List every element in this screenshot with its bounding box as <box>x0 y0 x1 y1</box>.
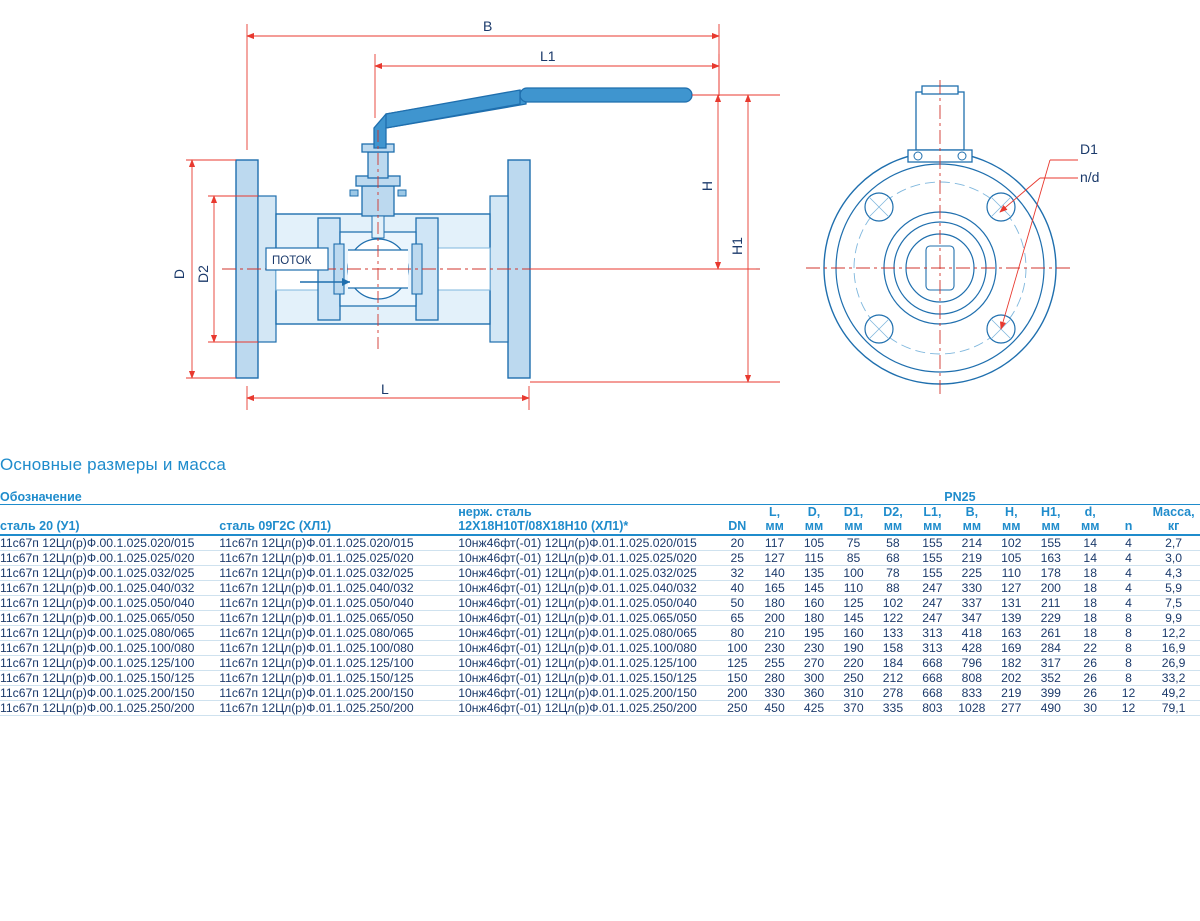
cell-designation-3: 10нж46фт(-01) 12Цл(р)Ф.01.1.025.080/065 <box>458 625 720 640</box>
cell-D2: 278 <box>873 685 912 700</box>
table-row <box>0 640 1200 655</box>
cell-D2: 88 <box>873 580 912 595</box>
cell-L: 450 <box>755 700 794 715</box>
header-D1: D1, мм <box>834 505 873 535</box>
cell-B: 347 <box>952 610 991 625</box>
cell-designation-2: 11с67п 12Цл(р)Ф.01.1.025.050/040 <box>219 595 458 610</box>
cell-H1: 155 <box>1031 535 1070 551</box>
cell-D2: 78 <box>873 565 912 580</box>
cell-dn: 32 <box>720 565 755 580</box>
cell-dn: 20 <box>720 535 755 551</box>
cell-L: 280 <box>755 670 794 685</box>
table-row <box>0 580 1200 595</box>
cell-D2: 184 <box>873 655 912 670</box>
header-mass: Масса, кг <box>1147 505 1200 535</box>
table-row <box>0 685 1200 700</box>
cell-n: 8 <box>1110 625 1147 640</box>
cell-d: 18 <box>1070 610 1109 625</box>
table-row <box>0 625 1200 640</box>
header-H1: H1, мм <box>1031 505 1070 535</box>
label-flow: ПОТОК <box>272 255 312 267</box>
header-L1: L1, мм <box>913 505 952 535</box>
cell-n: 4 <box>1110 565 1147 580</box>
header-dn: DN <box>720 505 755 535</box>
cell-designation-3: 10нж46фт(-01) 12Цл(р)Ф.01.1.025.200/150 <box>458 685 720 700</box>
table-body <box>0 535 1200 716</box>
cell-designation-1: 11с67п 12Цл(р)Ф.00.1.025.025/020 <box>0 550 219 565</box>
cell-n: 8 <box>1110 610 1147 625</box>
cell-designation-1: 11с67п 12Цл(р)Ф.00.1.025.125/100 <box>0 655 219 670</box>
cell-designation-3: 10нж46фт(-01) 12Цл(р)Ф.01.1.025.025/020 <box>458 550 720 565</box>
table-row <box>0 670 1200 685</box>
cell-D1: 100 <box>834 565 873 580</box>
cell-designation-3: 10нж46фт(-01) 12Цл(р)Ф.01.1.025.050/040 <box>458 595 720 610</box>
cell-n: 12 <box>1110 700 1147 715</box>
cell-B: 833 <box>952 685 991 700</box>
cell-D1: 75 <box>834 535 873 551</box>
cell-designation-2: 11с67п 12Цл(р)Ф.01.1.025.025/020 <box>219 550 458 565</box>
cell-designation-2: 11с67п 12Цл(р)Ф.01.1.025.150/125 <box>219 670 458 685</box>
cell-D: 270 <box>794 655 833 670</box>
cell-D: 105 <box>794 535 833 551</box>
cell-designation-2: 11с67п 12Цл(р)Ф.01.1.025.065/050 <box>219 610 458 625</box>
cell-D1: 190 <box>834 640 873 655</box>
cell-D: 360 <box>794 685 833 700</box>
table-row <box>0 610 1200 625</box>
cell-D: 160 <box>794 595 833 610</box>
cell-D1: 250 <box>834 670 873 685</box>
cell-H1: 178 <box>1031 565 1070 580</box>
cell-d: 14 <box>1070 535 1109 551</box>
cell-H: 163 <box>992 625 1031 640</box>
cell-dn: 50 <box>720 595 755 610</box>
cell-H1: 284 <box>1031 640 1070 655</box>
cell-designation-2: 11с67п 12Цл(р)Ф.01.1.025.032/025 <box>219 565 458 580</box>
cell-designation-1: 11с67п 12Цл(р)Ф.00.1.025.250/200 <box>0 700 219 715</box>
cell-D1: 310 <box>834 685 873 700</box>
cell-D1: 145 <box>834 610 873 625</box>
cell-dn: 150 <box>720 670 755 685</box>
header-H: H, мм <box>992 505 1031 535</box>
cell-d: 18 <box>1070 565 1109 580</box>
label-B: B <box>483 18 493 34</box>
cell-B: 337 <box>952 595 991 610</box>
cell-d: 18 <box>1070 625 1109 640</box>
cell-L1: 247 <box>913 595 952 610</box>
header-L: L, мм <box>755 505 794 535</box>
table-row <box>0 700 1200 715</box>
cell-d: 22 <box>1070 640 1109 655</box>
cell-designation-2: 11с67п 12Цл(р)Ф.01.1.025.040/032 <box>219 580 458 595</box>
cell-mass: 12,2 <box>1147 625 1200 640</box>
cell-H: 110 <box>992 565 1031 580</box>
cell-d: 18 <box>1070 595 1109 610</box>
cell-B: 796 <box>952 655 991 670</box>
cell-H1: 490 <box>1031 700 1070 715</box>
cell-dn: 25 <box>720 550 755 565</box>
label-H1: H1 <box>729 237 745 255</box>
cell-H: 182 <box>992 655 1031 670</box>
cell-L1: 313 <box>913 640 952 655</box>
cell-designation-2: 11с67п 12Цл(р)Ф.01.1.025.250/200 <box>219 700 458 715</box>
cell-n: 4 <box>1110 580 1147 595</box>
header-pn-group: PN25 <box>720 490 1200 505</box>
cell-n: 4 <box>1110 595 1147 610</box>
table-row <box>0 535 1200 551</box>
cell-L: 127 <box>755 550 794 565</box>
cell-L: 230 <box>755 640 794 655</box>
header-B: B, мм <box>952 505 991 535</box>
cell-designation-1: 11с67п 12Цл(р)Ф.00.1.025.020/015 <box>0 535 219 551</box>
cell-B: 1028 <box>952 700 991 715</box>
cell-D: 145 <box>794 580 833 595</box>
cell-dn: 100 <box>720 640 755 655</box>
cell-D2: 158 <box>873 640 912 655</box>
cell-L1: 668 <box>913 685 952 700</box>
cell-D2: 335 <box>873 700 912 715</box>
cell-designation-1: 11с67п 12Цл(р)Ф.00.1.025.100/080 <box>0 640 219 655</box>
cell-L1: 247 <box>913 580 952 595</box>
cell-designation-1: 11с67п 12Цл(р)Ф.00.1.025.065/050 <box>0 610 219 625</box>
cell-L1: 247 <box>913 610 952 625</box>
cell-H1: 261 <box>1031 625 1070 640</box>
cell-mass: 26,9 <box>1147 655 1200 670</box>
cell-dn: 125 <box>720 655 755 670</box>
cell-dn: 250 <box>720 700 755 715</box>
cell-H: 105 <box>992 550 1031 565</box>
cell-L1: 668 <box>913 670 952 685</box>
cell-L: 210 <box>755 625 794 640</box>
cell-B: 808 <box>952 670 991 685</box>
cell-D: 300 <box>794 670 833 685</box>
cell-H1: 399 <box>1031 685 1070 700</box>
header-designation: Обозначение <box>0 490 219 505</box>
cell-D2: 212 <box>873 670 912 685</box>
cell-L1: 155 <box>913 535 952 551</box>
cell-mass: 4,3 <box>1147 565 1200 580</box>
label-nd: n/d <box>1080 169 1100 185</box>
cell-mass: 16,9 <box>1147 640 1200 655</box>
cell-L: 200 <box>755 610 794 625</box>
cell-d: 30 <box>1070 700 1109 715</box>
cell-designation-3: 10нж46фт(-01) 12Цл(р)Ф.01.1.025.065/050 <box>458 610 720 625</box>
cell-mass: 33,2 <box>1147 670 1200 685</box>
cell-designation-2: 11с67п 12Цл(р)Ф.01.1.025.020/015 <box>219 535 458 551</box>
cell-L: 165 <box>755 580 794 595</box>
cell-designation-3: 10нж46фт(-01) 12Цл(р)Ф.01.1.025.040/032 <box>458 580 720 595</box>
technical-drawing <box>0 0 1200 440</box>
cell-D: 195 <box>794 625 833 640</box>
table-row <box>0 595 1200 610</box>
label-L1: L1 <box>540 48 556 64</box>
cell-H: 131 <box>992 595 1031 610</box>
cell-H1: 200 <box>1031 580 1070 595</box>
cell-designation-2: 11с67п 12Цл(р)Ф.01.1.025.100/080 <box>219 640 458 655</box>
cell-designation-3: 10нж46фт(-01) 12Цл(р)Ф.01.1.025.100/080 <box>458 640 720 655</box>
cell-dn: 200 <box>720 685 755 700</box>
cell-dn: 80 <box>720 625 755 640</box>
cell-designation-3: 10нж46фт(-01) 12Цл(р)Ф.01.1.025.125/100 <box>458 655 720 670</box>
label-D1: D1 <box>1080 141 1098 157</box>
cell-B: 418 <box>952 625 991 640</box>
cell-H: 102 <box>992 535 1031 551</box>
label-L: L <box>381 381 389 397</box>
cell-designation-1: 11с67п 12Цл(р)Ф.00.1.025.040/032 <box>0 580 219 595</box>
cell-designation-2: 11с67п 12Цл(р)Ф.01.1.025.125/100 <box>219 655 458 670</box>
cell-designation-2: 11с67п 12Цл(р)Ф.01.1.025.080/065 <box>219 625 458 640</box>
cell-n: 4 <box>1110 550 1147 565</box>
cell-L: 140 <box>755 565 794 580</box>
header-D: D, мм <box>794 505 833 535</box>
cell-B: 225 <box>952 565 991 580</box>
label-H: H <box>699 180 715 192</box>
cell-designation-2: 11с67п 12Цл(р)Ф.01.1.025.200/150 <box>219 685 458 700</box>
cell-H: 127 <box>992 580 1031 595</box>
header-spacer-2 <box>458 490 720 505</box>
cell-H1: 163 <box>1031 550 1070 565</box>
cell-B: 330 <box>952 580 991 595</box>
table-header-columns <box>0 505 1200 535</box>
cell-D1: 85 <box>834 550 873 565</box>
cell-n: 8 <box>1110 655 1147 670</box>
cell-H1: 211 <box>1031 595 1070 610</box>
header-n: n <box>1110 505 1147 535</box>
cell-designation-3: 10нж46фт(-01) 12Цл(р)Ф.01.1.025.150/125 <box>458 670 720 685</box>
cell-mass: 5,9 <box>1147 580 1200 595</box>
header-stainless: нерж. сталь 12Х18Н10Т/08Х18Н10 (ХЛ1)* <box>458 505 720 535</box>
cell-L: 180 <box>755 595 794 610</box>
cell-d: 26 <box>1070 685 1109 700</box>
cell-mass: 2,7 <box>1147 535 1200 551</box>
cell-D: 180 <box>794 610 833 625</box>
cell-d: 26 <box>1070 670 1109 685</box>
cell-n: 8 <box>1110 640 1147 655</box>
cell-H1: 352 <box>1031 670 1070 685</box>
header-steel20: сталь 20 (У1) <box>0 505 219 535</box>
cell-D1: 110 <box>834 580 873 595</box>
cell-H1: 317 <box>1031 655 1070 670</box>
cell-D2: 102 <box>873 595 912 610</box>
cell-D1: 125 <box>834 595 873 610</box>
cell-D1: 160 <box>834 625 873 640</box>
cell-n: 12 <box>1110 685 1147 700</box>
cell-L: 117 <box>755 535 794 551</box>
cell-D1: 370 <box>834 700 873 715</box>
cell-n: 4 <box>1110 535 1147 551</box>
label-D: D <box>171 268 187 280</box>
cell-B: 219 <box>952 550 991 565</box>
cell-B: 214 <box>952 535 991 551</box>
cell-mass: 7,5 <box>1147 595 1200 610</box>
cell-D1: 220 <box>834 655 873 670</box>
table-header-group <box>0 490 1200 505</box>
cell-designation-3: 10нж46фт(-01) 12Цл(р)Ф.01.1.025.020/015 <box>458 535 720 551</box>
cell-designation-3: 10нж46фт(-01) 12Цл(р)Ф.01.1.025.032/025 <box>458 565 720 580</box>
cell-mass: 9,9 <box>1147 610 1200 625</box>
cell-H: 202 <box>992 670 1031 685</box>
cell-D2: 133 <box>873 625 912 640</box>
table-row <box>0 550 1200 565</box>
cell-D2: 68 <box>873 550 912 565</box>
cell-D: 135 <box>794 565 833 580</box>
cell-H: 219 <box>992 685 1031 700</box>
cell-designation-1: 11с67п 12Цл(р)Ф.00.1.025.032/025 <box>0 565 219 580</box>
cell-L1: 803 <box>913 700 952 715</box>
cell-D: 115 <box>794 550 833 565</box>
cell-D: 425 <box>794 700 833 715</box>
header-d: d, мм <box>1070 505 1109 535</box>
cell-H: 277 <box>992 700 1031 715</box>
cell-L: 255 <box>755 655 794 670</box>
header-spacer-1 <box>219 490 458 505</box>
table-row <box>0 565 1200 580</box>
label-D2: D2 <box>195 265 211 283</box>
cell-D2: 122 <box>873 610 912 625</box>
cell-dn: 65 <box>720 610 755 625</box>
cell-designation-3: 10нж46фт(-01) 12Цл(р)Ф.01.1.025.250/200 <box>458 700 720 715</box>
dimensions-table <box>0 490 1200 716</box>
header-D2: D2, мм <box>873 505 912 535</box>
cell-mass: 79,1 <box>1147 700 1200 715</box>
cell-H: 139 <box>992 610 1031 625</box>
cell-H: 169 <box>992 640 1031 655</box>
cell-d: 14 <box>1070 550 1109 565</box>
cell-L1: 155 <box>913 550 952 565</box>
header-steel09g2s: сталь 09Г2С (ХЛ1) <box>219 505 458 535</box>
cell-dn: 40 <box>720 580 755 595</box>
cell-designation-1: 11с67п 12Цл(р)Ф.00.1.025.200/150 <box>0 685 219 700</box>
table-row <box>0 655 1200 670</box>
section-title: Основные размеры и масса <box>0 455 227 474</box>
cell-H1: 229 <box>1031 610 1070 625</box>
cell-L1: 155 <box>913 565 952 580</box>
cell-d: 18 <box>1070 580 1109 595</box>
cell-mass: 49,2 <box>1147 685 1200 700</box>
cell-designation-1: 11с67п 12Цл(р)Ф.00.1.025.150/125 <box>0 670 219 685</box>
cell-L: 330 <box>755 685 794 700</box>
cell-D: 230 <box>794 640 833 655</box>
cell-designation-1: 11с67п 12Цл(р)Ф.00.1.025.080/065 <box>0 625 219 640</box>
cell-d: 26 <box>1070 655 1109 670</box>
cell-D2: 58 <box>873 535 912 551</box>
cell-B: 428 <box>952 640 991 655</box>
cell-mass: 3,0 <box>1147 550 1200 565</box>
cell-n: 8 <box>1110 670 1147 685</box>
cell-designation-1: 11с67п 12Цл(р)Ф.00.1.025.050/040 <box>0 595 219 610</box>
cell-L1: 313 <box>913 625 952 640</box>
cell-L1: 668 <box>913 655 952 670</box>
